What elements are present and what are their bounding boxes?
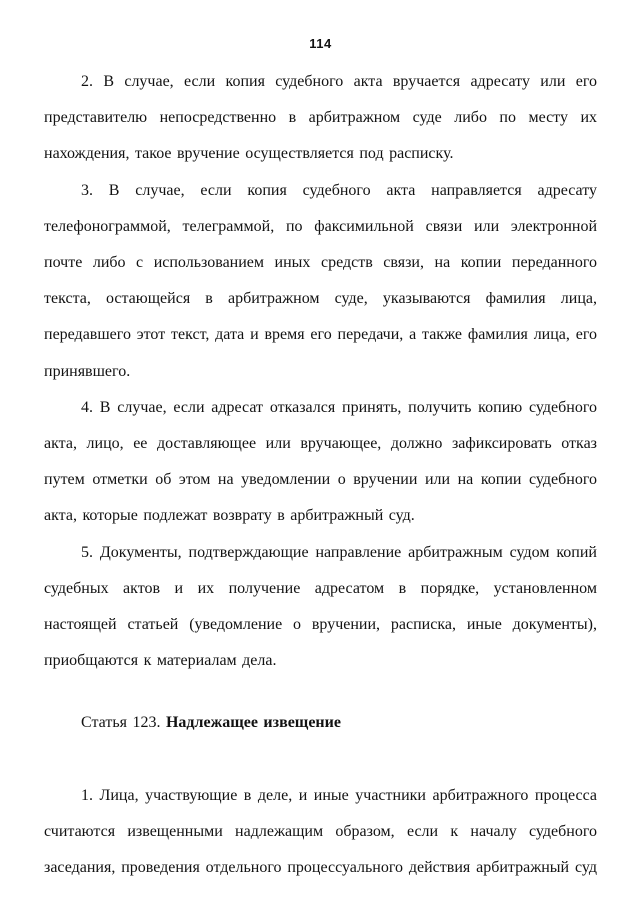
paragraph-item-1: 1. Лица, участвующие в деле, и иные участники арбитражного процесса считаются извещенными надлежащим образом, если к началу судебного заседания, проведения отдельного процессуального действия арбитражный суд (44, 786, 597, 877)
paragraph-item-2: 2. В случае, если копия судебного акта вручается адресату или его представителю непосредственно в арбитражном суде либо по месту их нахождения, такое вручение осуществляется под расписку. (44, 73, 597, 163)
document-body (44, 64, 597, 886)
paragraph-item-3: 3. В случае, если копия судебного акта направляется адресату телефонограммой, телеграммой, по факсимильной связи или электронной почте либо с использованием иных средств связи, на копии переданного текста, остающейся в арбитражном суде, указываются фамилия лица, передавшего этот текст, дата и время его передачи, а также фамилия лица, его принявшего. (44, 181, 597, 380)
article-heading (44, 705, 597, 741)
page-number: 114 (309, 36, 332, 51)
paragraph-item-5: 5. Документы, подтверждающие направление арбитражным судом копий судебных актов и их получение адресатом в порядке, установленном настоящей статьей (уведомление о вручении, расписка, иные документы), приобщаются к материалам дела. (44, 543, 597, 670)
article-heading-title: Надлежащее извещение (165, 714, 341, 732)
article-heading-number: Статья 123. (81, 714, 166, 732)
paragraph-item-4: 4. В случае, если адресат отказался принять, получить копию судебного акта, лицо, ее доставляющее или вручающее, должно зафиксировать отказ путем отметки об этом на уведомлении о вручении или на копии судебного акта, которые подлежат возврату в арбитражный суд. (44, 398, 597, 525)
